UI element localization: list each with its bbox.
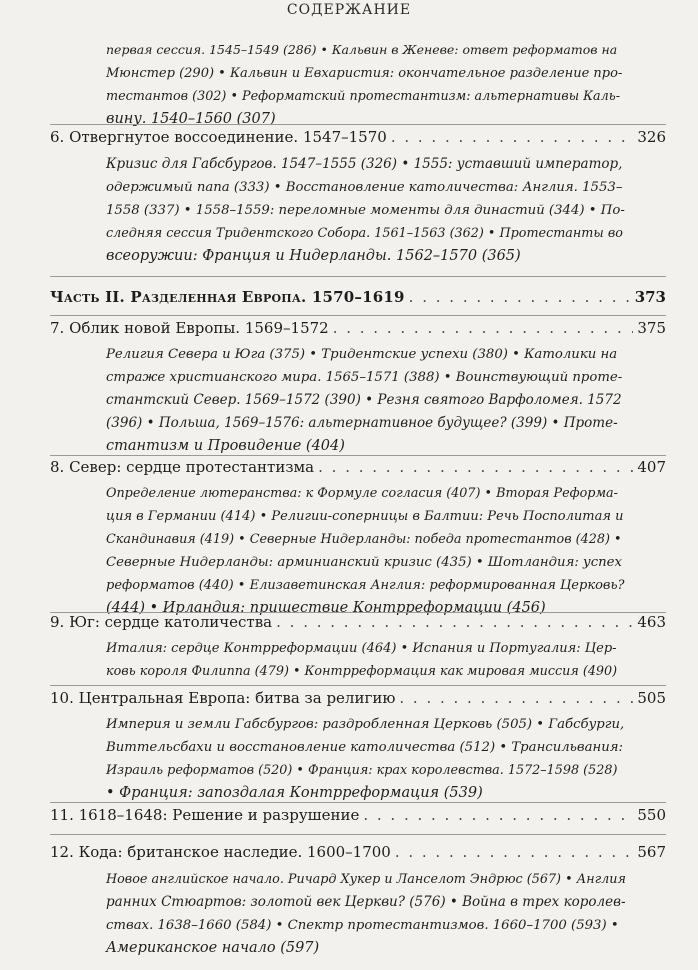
sub-line: • Франция: запоздалая Контрреформация (539)	[106, 785, 483, 801]
toc-entry-ch10[interactable]	[50, 689, 666, 713]
page-number: 550	[637, 806, 666, 824]
page-number: 375	[637, 319, 666, 337]
sub-line: ранних Стюартов: золотой век Церкви? (576) • Война в трех королев-	[106, 894, 626, 910]
divider	[50, 315, 666, 316]
sub-line: Новое английское начало. Ричард Хукер и Ланселот Эндрюс (567) • Англия	[106, 872, 626, 887]
sub-line: стантизм и Провидение (404)	[106, 438, 345, 454]
toc-entry-part-2[interactable]	[50, 288, 666, 312]
chapter-title: 9. Юг: сердце католичества	[50, 613, 273, 631]
sub-line: вину. 1540–1560 (307)	[106, 111, 276, 127]
part-title: Часть II. Разделенная Европа. 1570–1619	[50, 288, 405, 306]
running-head: СОДЕРЖАНИЕ	[286, 2, 412, 18]
sub-line: ция в Германии (414) • Религии-соперницы в Балтии: Речь Посполитая и	[106, 509, 624, 524]
page-number: 373	[634, 288, 666, 306]
subsections-ch9	[106, 637, 626, 683]
sub-line: первая сессия. 1545–1549 (286) • Кальвин в Женеве: ответ реформатов на	[106, 42, 618, 57]
leader-dots	[363, 806, 633, 824]
sub-line: Виттельсбахи и восстановление католичества (512) • Трансильвания:	[106, 740, 624, 755]
subsections-ch12	[106, 868, 626, 960]
leader-dots	[395, 843, 634, 861]
sub-line: Империя и земли Габсбургов: раздробленная Церковь (505) • Габсбурги,	[106, 717, 625, 732]
sub-line: ствах. 1638–1660 (584) • Спектр протестантизмов. 1660–1700 (593) •	[106, 918, 619, 933]
leader-dots	[409, 288, 631, 306]
page-number: 326	[637, 128, 666, 146]
sub-line: стантский Север. 1569–1572 (390) • Резня святого Варфоломея. 1572	[106, 392, 622, 408]
sub-line: следняя сессия Тридентского Собора. 1561–1563 (362) • Протестанты во	[106, 226, 623, 241]
sub-line: Северные Нидерланды: арминианский кризис (435) • Шотландия: успех	[106, 555, 622, 570]
chapter-title: 12. Кода: британское наследие. 1600–1700	[50, 843, 391, 861]
subsections-ch10	[106, 713, 626, 805]
divider	[50, 685, 666, 686]
divider	[50, 276, 666, 277]
leader-dots	[318, 458, 633, 476]
sub-line: реформатов (440) • Елизаветинская Англия: реформированная Церковь?	[106, 578, 625, 593]
sub-line: (396) • Польша, 1569–1576: альтернативное будущее? (399) • Проте-	[106, 415, 618, 431]
chapter-title: 10. Центральная Европа: битва за религию	[50, 689, 396, 707]
toc-entry-ch6[interactable]	[50, 128, 666, 152]
sub-line: Кризис для Габсбургов. 1547–1555 (326) • 1555: уставший император,	[106, 156, 623, 172]
sub-line: (444) • Ирландия: пришествие Контрреформации (456)	[106, 600, 546, 616]
sub-line: всеоружии: Франция и Нидерланды. 1562–1570 (365)	[106, 248, 521, 264]
toc-entry-ch9[interactable]	[50, 613, 666, 637]
divider	[50, 834, 666, 835]
page-number: 505	[637, 689, 666, 707]
sub-line: ковь короля Филиппа (479) • Контрреформация как мировая миссия (490)	[106, 664, 618, 679]
chapter-title: 7. Облик новой Европы. 1569–1572	[50, 319, 329, 337]
page-number: 463	[637, 613, 666, 631]
chapter-title: 6. Отвергнутое воссоединение. 1547–1570	[50, 128, 387, 146]
sub-line: Израиль реформатов (520) • Франция: крах королевства. 1572–1598 (528)	[106, 763, 618, 778]
page-number: 407	[637, 458, 666, 476]
sub-line: тестантов (302) • Реформатский протестантизм: альтернативы Каль-	[106, 89, 620, 104]
sub-line: Религия Севера и Юга (375) • Тридентские успехи (380) • Католики на	[106, 347, 618, 362]
subsections-ch5-cont	[106, 38, 626, 131]
toc-entry-ch7[interactable]	[50, 319, 666, 343]
leader-dots	[333, 319, 634, 337]
subsections-ch7	[106, 343, 626, 458]
toc-entry-ch8[interactable]	[50, 458, 666, 482]
divider	[50, 455, 666, 456]
leader-dots	[399, 689, 633, 707]
sub-line: одержимый папа (333) • Восстановление католичества: Англия. 1553–	[106, 180, 623, 195]
leader-dots	[276, 613, 633, 631]
sub-line: 1558 (337) • 1558–1559: переломные моменты для династий (344) • По-	[106, 203, 625, 218]
subsections-ch6	[106, 153, 626, 268]
divider	[50, 124, 666, 125]
divider	[50, 802, 666, 803]
page-number: 567	[637, 843, 666, 861]
leader-dots	[391, 128, 634, 146]
sub-line: Скандинавия (419) • Северные Нидерланды: победа протестантов (428) •	[106, 532, 622, 547]
sub-line: Италия: сердце Контрреформации (464) • Испания и Португалия: Цер-	[106, 641, 617, 656]
chapter-title: 8. Север: сердце протестантизма	[50, 458, 315, 476]
sub-line: Определение лютеранства: к Формуле согласия (407) • Вторая Реформа-	[106, 486, 618, 501]
subsections-ch8	[106, 482, 626, 620]
sub-line: Американское начало (597)	[106, 940, 320, 956]
toc-entry-ch12[interactable]	[50, 843, 666, 867]
sub-line: страже христианского мира. 1565–1571 (388) • Воинствующий проте-	[106, 370, 623, 385]
toc-entry-ch11[interactable]	[50, 806, 666, 830]
chapter-title: 11. 1618–1648: Решение и разрушение	[50, 806, 360, 824]
sub-line: Мюнстер (290) • Кальвин и Евхаристия: окончательное разделение про-	[106, 66, 623, 81]
